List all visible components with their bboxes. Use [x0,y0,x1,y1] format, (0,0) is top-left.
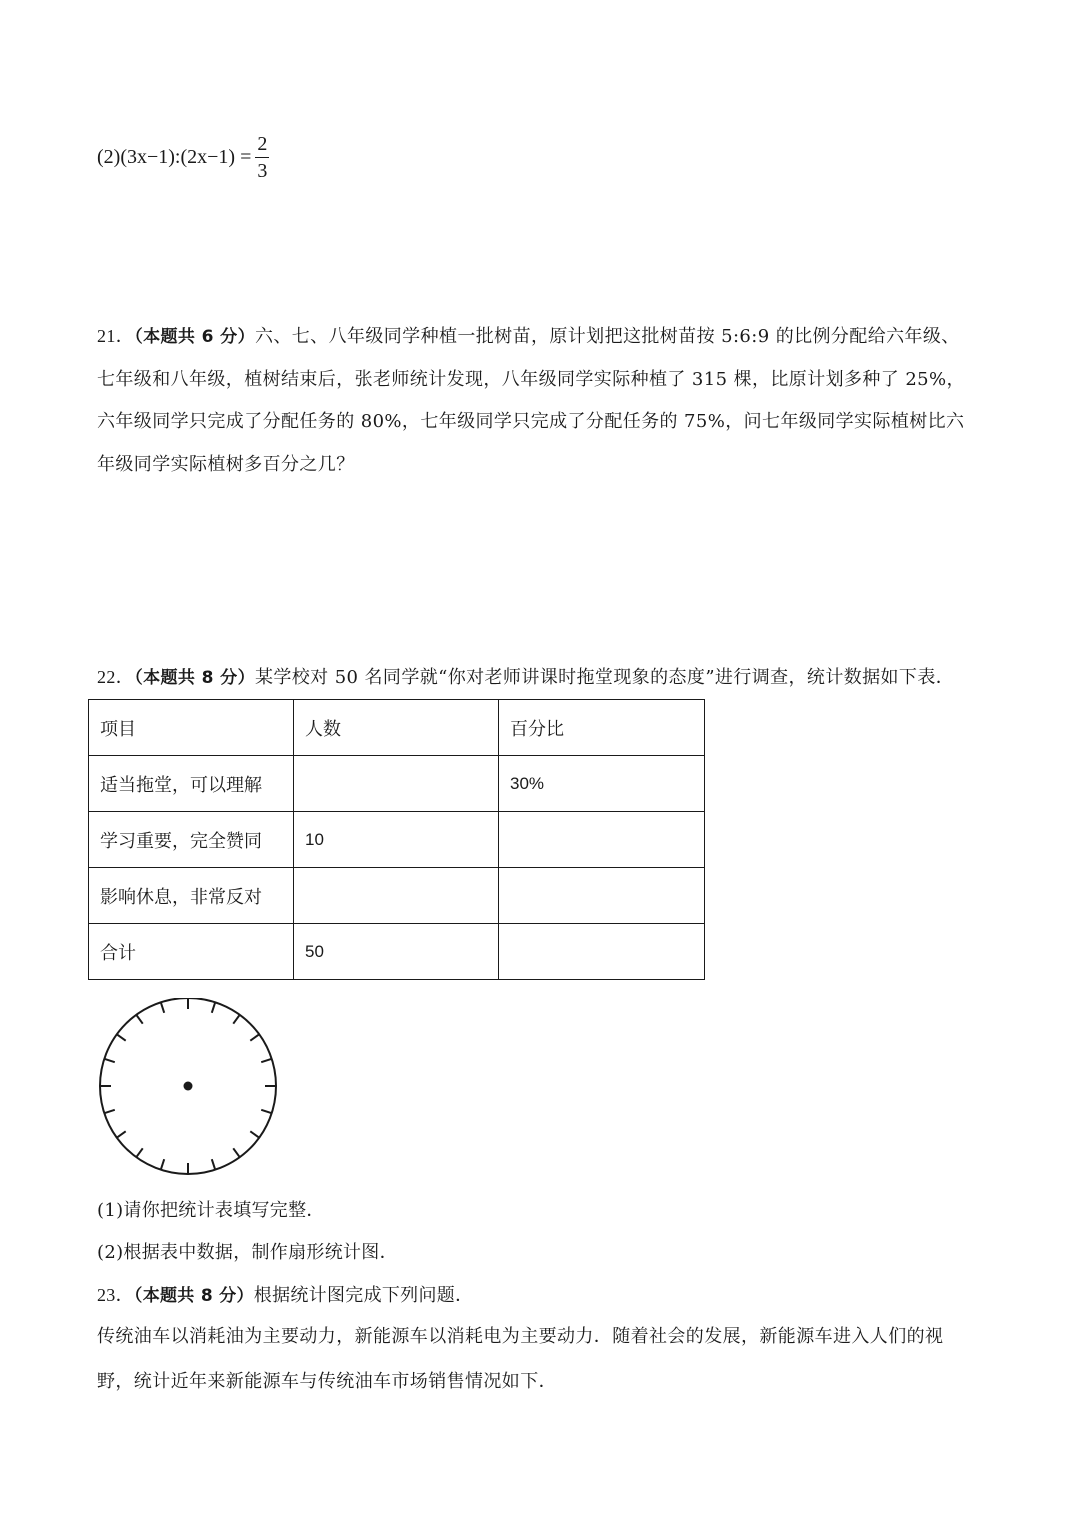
pie-tick-mark [250,1131,259,1137]
pie-tick-mark [117,1131,126,1137]
table-header-row [89,700,705,756]
equation-2 [97,134,269,181]
pie-tick-mark [212,1002,215,1012]
question-21-line-1: 21．（本题共 6 分）六、七、八年级同学种植一批树苗，原计划把这批树苗按 5:6:9 的比例分配给六年级、 [97,326,960,347]
table-row [89,924,705,980]
table-cell: 适当拖堂，可以理解 [89,756,294,812]
table-header: 人数 [294,700,499,756]
blank-pie-chart-circle [96,998,280,1182]
table-cell [499,924,705,980]
question-21-line-4: 年级同学实际植树多百分之几？ [97,453,355,475]
question-21-number: 21． [97,326,135,346]
question-23-line-1: 传统油车以消耗油为主要动力，新能源车以消耗电为主要动力．随着社会的发展，新能源车进入人们的视 [97,1326,944,1347]
question-23-intro: 23．（本题共 8 分）根据统计图完成下列问题． [97,1285,474,1306]
question-23-number: 23． [97,1285,134,1305]
table-cell [294,756,499,812]
question-23-line-2: 野，统计近年来新能源车与传统油车市场销售情况如下． [97,1371,557,1392]
table-cell: 学习重要，完全赞同 [89,812,294,868]
pie-tick-mark [136,1015,142,1024]
table-cell [499,812,705,868]
pie-tick-mark [104,1059,114,1062]
pie-tick-mark [233,1015,239,1024]
table-row [89,812,705,868]
pie-tick-mark [212,1159,215,1169]
question-21-line-3: 六年级同学只完成了分配任务的 80%，七年级同学只完成了分配任务的 75%，问七年级同学实际植树比六 [97,411,965,432]
fraction-numerator: 2 [255,134,269,158]
table-cell [499,868,705,924]
question-21-score: （本题共 6 分） [134,327,255,347]
pie-tick-mark [117,1034,126,1040]
pie-center-dot [184,1082,193,1091]
table-cell: 影响休息，非常反对 [89,868,294,924]
table-header: 项目 [89,700,294,756]
question-22-number: 22． [97,667,135,687]
pie-tick-mark [250,1034,259,1040]
table-cell: 合计 [89,924,294,980]
pie-tick-mark [233,1148,239,1157]
question-22-intro: 22．（本题共 8 分）某学校对 50 名同学就“你对老师讲课时拖堂现象的态度”进行调查，统计数据如下表． [97,667,955,688]
pie-tick-mark [104,1110,114,1113]
pie-tick-mark [161,1159,164,1169]
equation-lhs: (2)(3x−1):(2x−1) = [97,146,252,168]
question-21 [97,315,987,486]
survey-table [88,699,705,980]
table-cell: 50 [294,924,499,980]
table-row [89,868,705,924]
question-22-sub-1: (1)请你把统计表填写完整． [97,1200,325,1221]
table-header: 百分比 [499,700,705,756]
table-cell [294,868,499,924]
question-23-score: （本题共 8 分） [133,1286,254,1306]
pie-tick-mark [136,1148,142,1157]
table-cell: 10 [294,812,499,868]
question-23-body [97,1314,987,1404]
equation-fraction [255,134,269,181]
table-cell: 30% [499,756,705,812]
pie-tick-mark [261,1059,271,1062]
pie-tick-mark [261,1110,271,1113]
question-21-line-2: 七年级和八年级，植树结束后，张老师统计发现，八年级同学实际种植了 315 棵，比原计划多种了 25%， [97,368,965,390]
table-row [89,756,705,812]
question-22-score: （本题共 8 分） [134,668,255,688]
question-22-sub-2: (2)根据表中数据，制作扇形统计图． [97,1242,398,1263]
fraction-denominator: 3 [257,160,268,182]
pie-tick-mark [161,1002,164,1012]
